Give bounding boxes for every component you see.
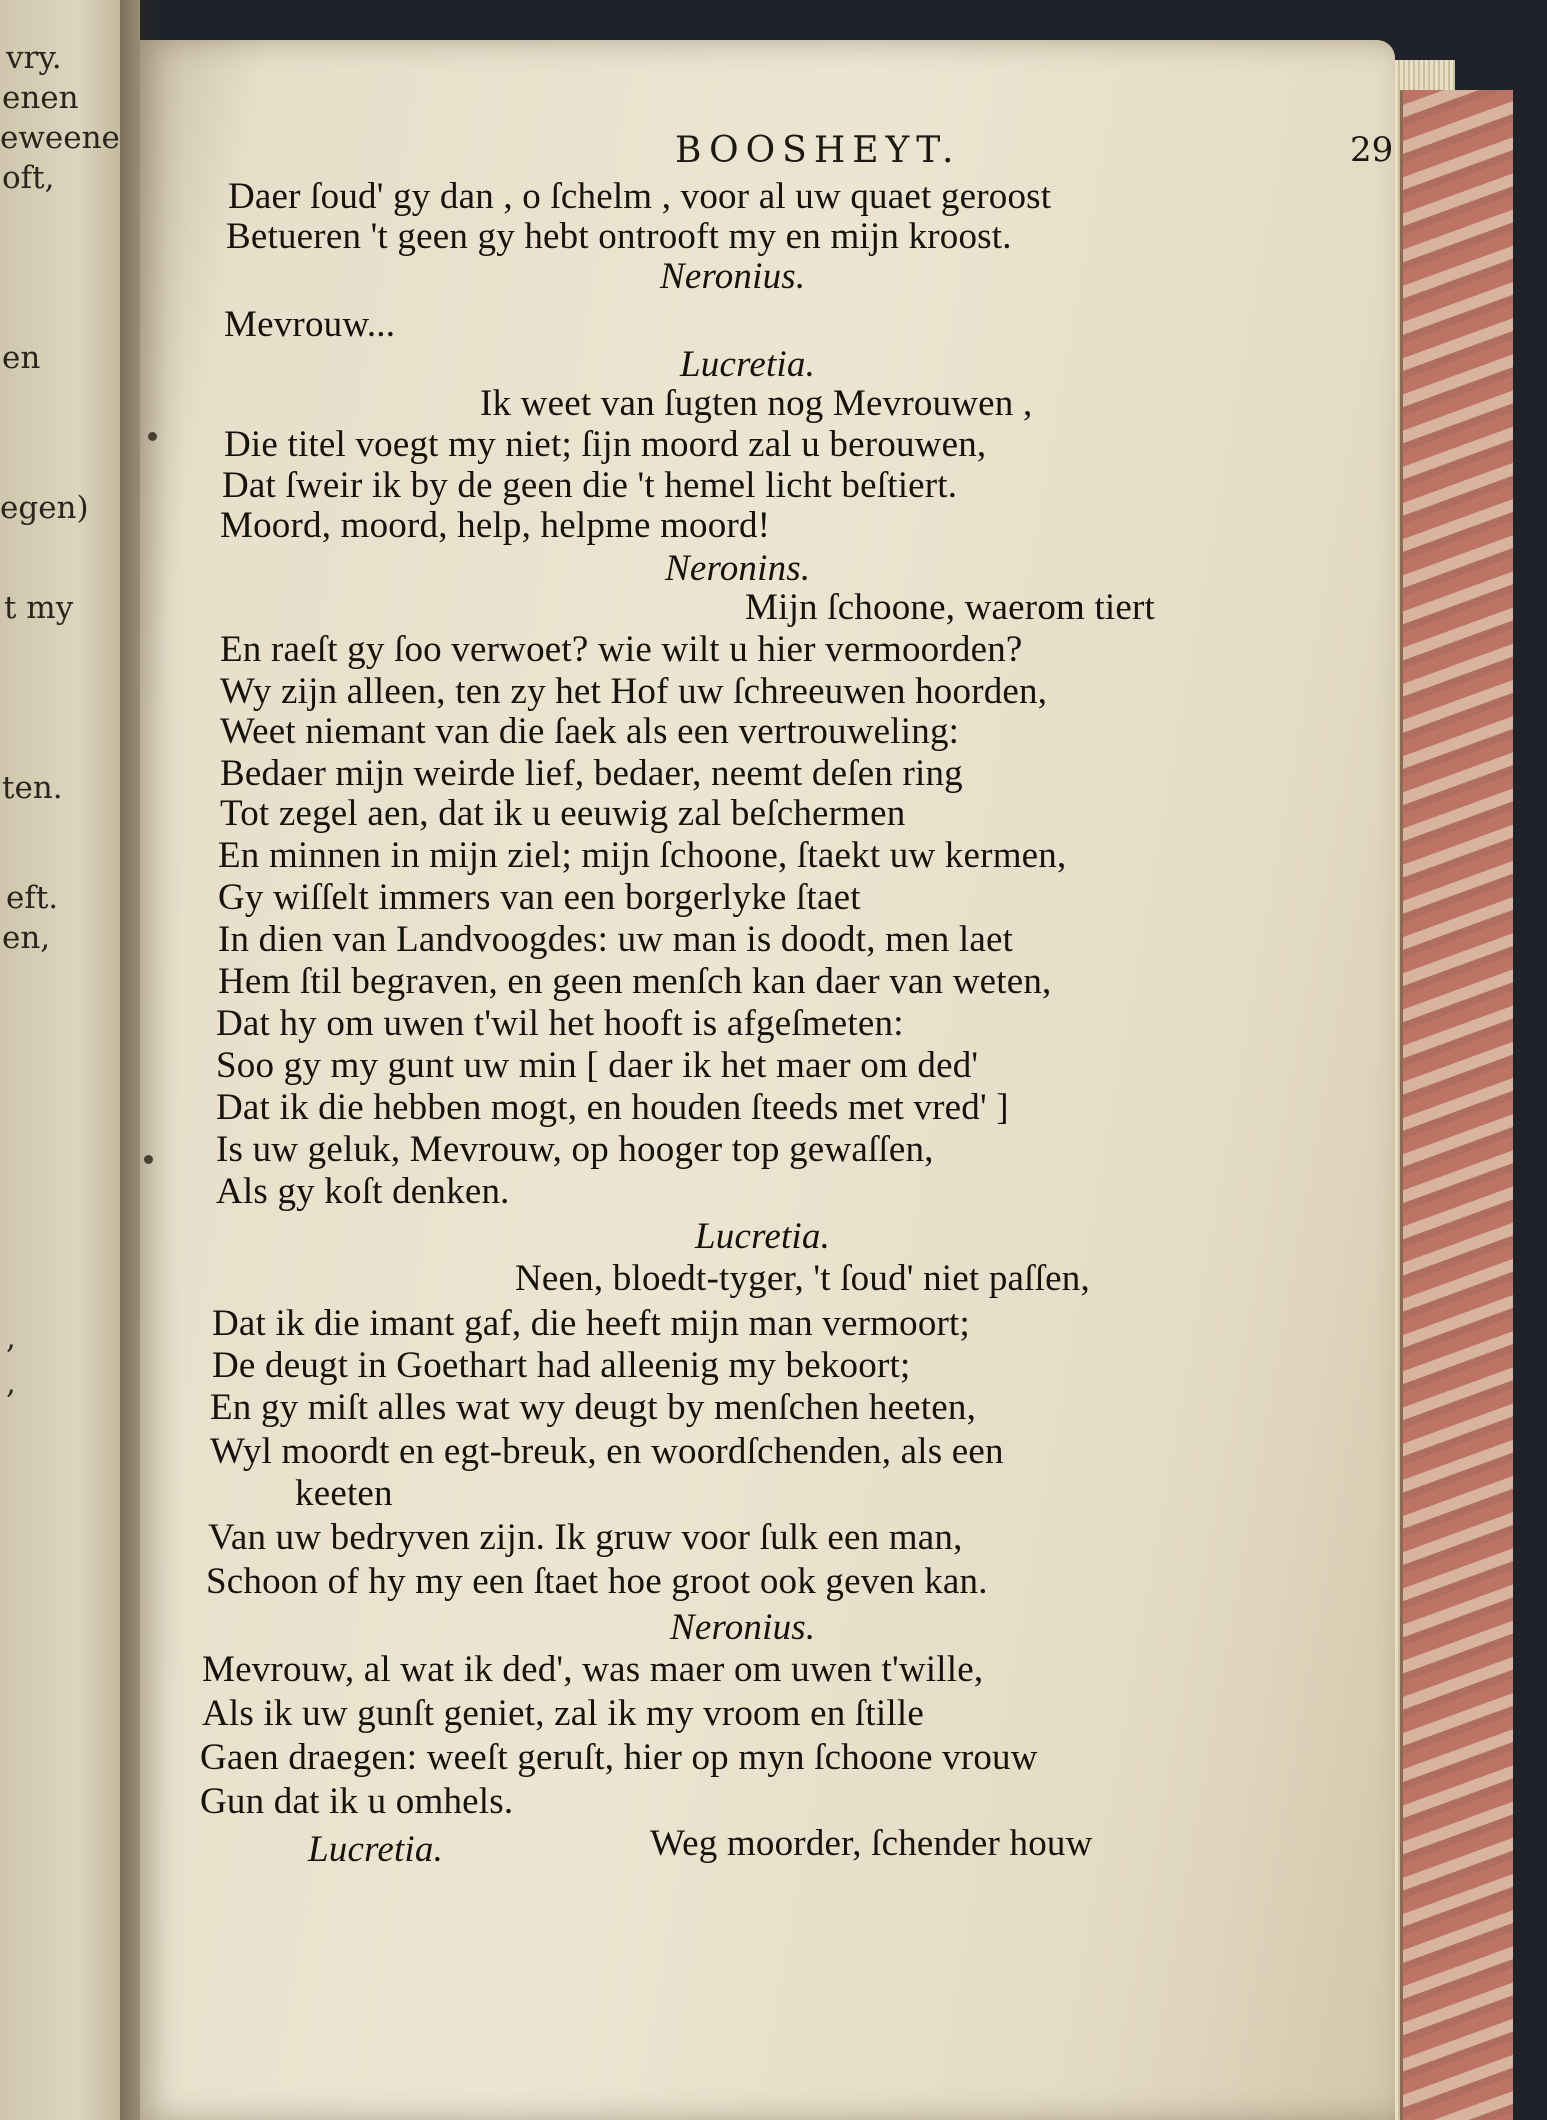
speaker-name: Neronius. <box>670 1607 816 1648</box>
verse-line: Gy wiſſelt immers van een borgerlyke ſtaet <box>218 877 861 918</box>
verse-line: Van uw bedryven zijn. Ik gruw voor ſulk een man, <box>208 1517 963 1558</box>
left-page-fragment: eft. <box>6 880 59 916</box>
verse-line: Mevrouw... <box>224 304 396 345</box>
verse-line: Is uw geluk, Mevrouw, op hooger top gewaſſen, <box>216 1129 934 1170</box>
left-page-fragment: enen <box>2 80 79 116</box>
left-page-fragment: en, <box>2 920 51 956</box>
verse-line: Neen, bloedt-tyger, 't ſoud' niet paſſen, <box>515 1258 1090 1299</box>
verse-line: Moord, moord, help, helpme moord! <box>220 505 771 546</box>
verse-line: Mevrouw, al wat ik ded', was maer om uwen t'wille, <box>202 1649 984 1690</box>
verse-line: Tot zegel aen, dat ik u eeuwig zal beſchermen <box>220 793 906 834</box>
running-head: BOOSHEYT. <box>675 130 961 171</box>
verse-line: En minnen in mijn ziel; mijn ſchoone, ſtaekt uw kermen, <box>218 835 1067 876</box>
verse-line: In dien van Landvoogdes: uw man is doodt, men laet <box>218 919 1014 960</box>
page-number: 29 <box>1350 130 1394 170</box>
speaker-name: Lucretia. <box>680 344 816 385</box>
verse-line: keeten <box>295 1473 393 1514</box>
verse-line: En gy miſt alles wat wy deugt by menſchen heeten, <box>210 1387 977 1428</box>
verse-line: Daer ſoud' gy dan , o ſchelm , voor al uw quaet geroost <box>228 176 1052 217</box>
marbled-cover-edge <box>1400 90 1513 2120</box>
verse-line: Dat hy om uwen t'wil het hooft is afgeſmeten: <box>216 1003 904 1044</box>
left-page-fragment: en <box>2 340 41 376</box>
left-page-fragment: vry. <box>6 40 62 76</box>
left-page-fragment: , <box>6 1320 16 1356</box>
left-page-fragment: eweene <box>0 120 120 156</box>
verse-line: Weet niemant van die ſaek als een vertrouweling: <box>220 711 960 752</box>
verse-line: Die titel voegt my niet; ſijn moord zal u berouwen, <box>224 424 987 465</box>
left-page-fragment: , <box>6 1365 16 1401</box>
verse-line: Wyl moordt en egt-breuk, en woordſchenden, als een <box>210 1431 1004 1472</box>
verse-line: Mijn ſchoone, waerom tiert <box>745 587 1156 628</box>
left-page-fragment: ten. <box>2 770 63 806</box>
verse-line: Als gy koſt denken. <box>216 1171 510 1212</box>
verse-line: Gun dat ik u omhels. <box>200 1781 514 1822</box>
left-page-fragment: egen) <box>0 490 89 526</box>
speaker-name: Lucretia. <box>308 1829 444 1870</box>
verse-line: Wy zijn alleen, ten zy het Hof uw ſchreeuwen hoorden, <box>220 671 1048 712</box>
verse-line: Dat ſweir ik by de geen die 't hemel licht beſtiert. <box>222 465 958 506</box>
pin-hole <box>144 1155 153 1164</box>
left-page-fragment: t my <box>4 590 74 626</box>
verse-line: Weg moorder, ſchender houw <box>650 1823 1093 1864</box>
speaker-name: Neronius. <box>660 256 806 297</box>
pin-hole <box>148 432 157 441</box>
verse-line: De deugt in Goethart had alleenig my bekoort; <box>212 1345 911 1386</box>
speaker-name: Neronins. <box>665 548 811 589</box>
verse-line: Betueren 't geen gy hebt ontrooft my en mijn kroost. <box>226 216 1012 257</box>
left-facing-page <box>0 0 140 2120</box>
verse-line: Dat ik die hebben mogt, en houden ſteeds met vred' ] <box>216 1087 1009 1128</box>
speaker-name: Lucretia. <box>695 1216 831 1257</box>
verse-line: Hem ſtil begraven, en geen menſch kan daer van weten, <box>218 961 1052 1002</box>
verse-line: Als ik uw gunſt geniet, zal ik my vroom en ſtille <box>202 1693 924 1734</box>
verse-line: Gaen draegen: weeſt geruſt, hier op myn ſchoone vrouw <box>200 1737 1038 1778</box>
verse-line: Soo gy my gunt uw min [ daer ik het maer om ded' <box>216 1045 979 1086</box>
verse-line: En raeſt gy ſoo verwoet? wie wilt u hier vermoorden? <box>220 629 1023 670</box>
verse-line: Dat ik die imant gaf, die heeft mijn man vermoort; <box>212 1303 971 1344</box>
verse-line: Bedaer mijn weirde lief, bedaer, neemt deſen ring <box>220 753 963 794</box>
left-page-fragment: oft, <box>2 160 55 196</box>
verse-line: Schoon of hy my een ſtaet hoe groot ook geven kan. <box>206 1561 988 1602</box>
book-page <box>140 40 1395 2120</box>
verse-line: Ik weet van ſugten nog Mevrouwen , <box>480 383 1033 424</box>
